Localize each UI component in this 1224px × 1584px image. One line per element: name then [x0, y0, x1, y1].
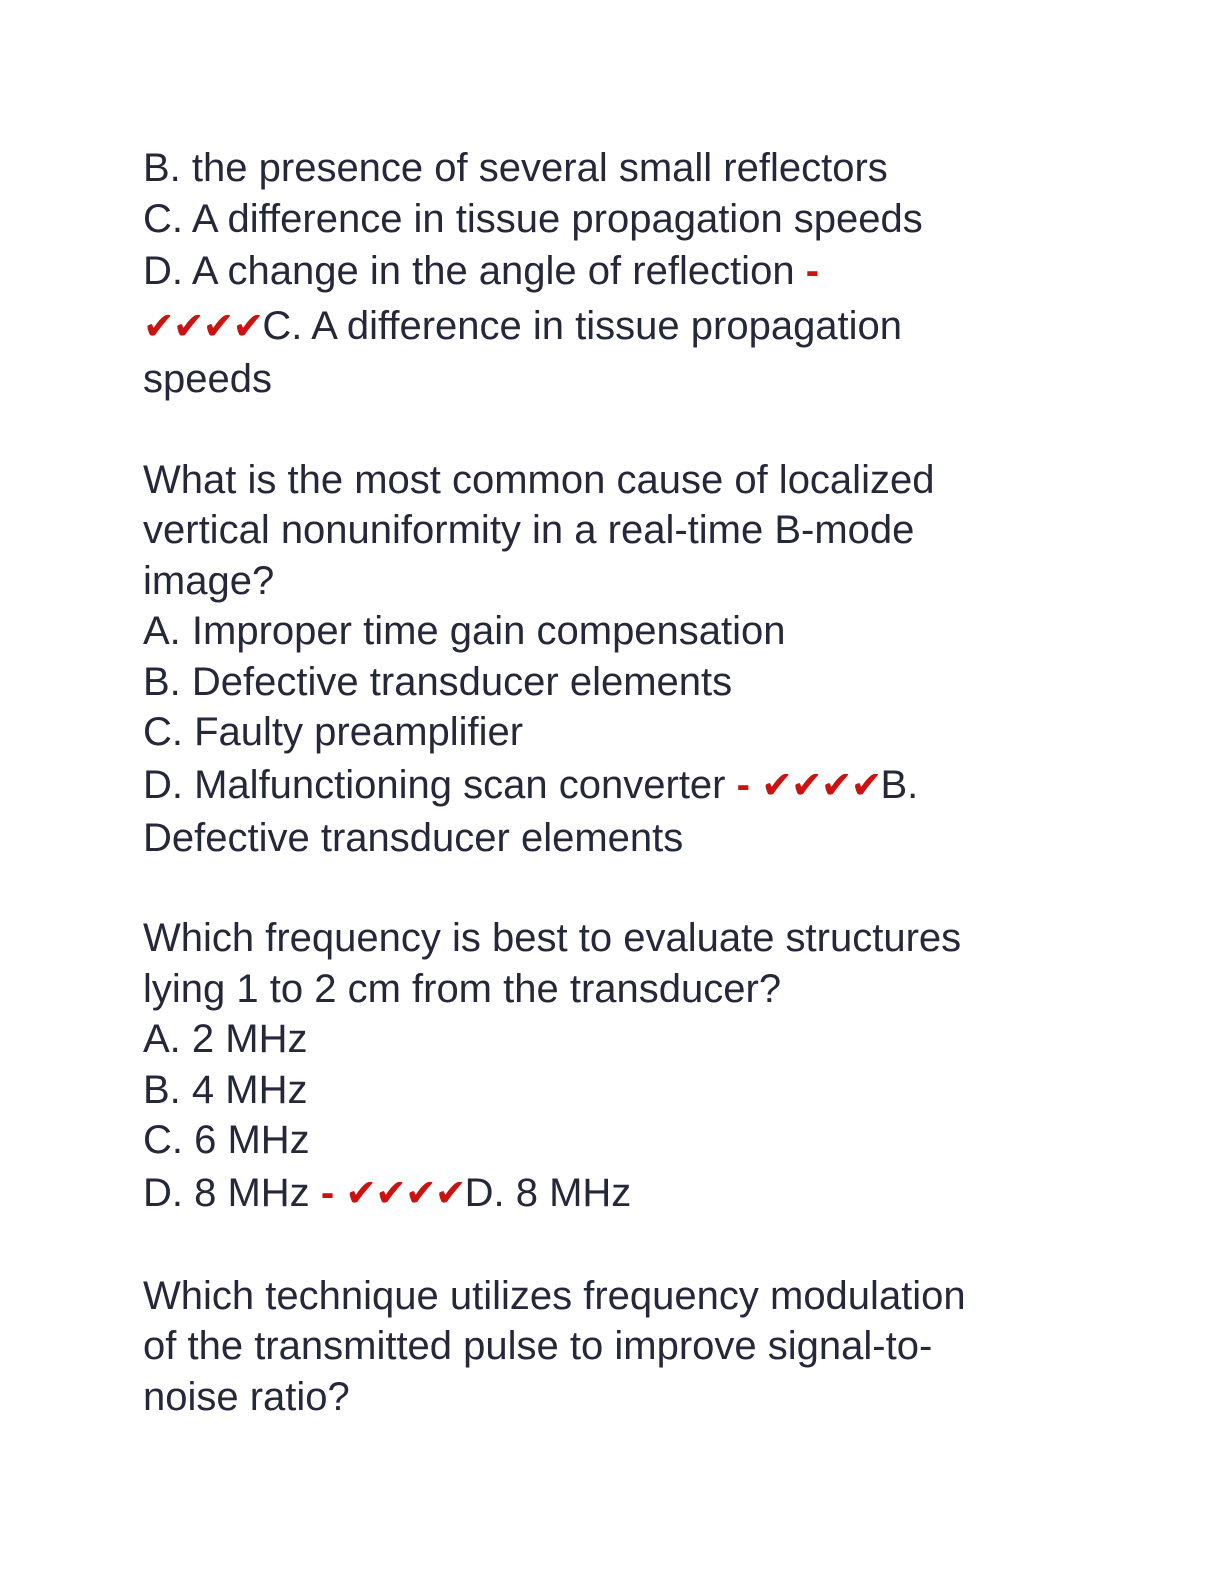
option-a: A. 2 MHz [143, 1017, 308, 1061]
option-d-text: D. A change in the angle of reflection [143, 249, 795, 293]
spacer [143, 1221, 1103, 1271]
checkmark-icon: ✔✔✔✔ [761, 762, 881, 807]
answer-text-continued: speeds [143, 357, 272, 401]
option-b: B. the presence of several small reflectors [143, 146, 888, 190]
answer-dash: - [320, 1170, 335, 1215]
question-text: Which technique utilizes frequency modulation [143, 1273, 966, 1318]
option-d [143, 244, 1103, 299]
question-text: of the transmitted pulse to improve signal-to- [143, 1324, 933, 1368]
answer-dash: - [736, 762, 750, 807]
question-block-2 [143, 455, 1103, 864]
question-text: lying 1 to 2 cm from the transducer? [143, 966, 782, 1011]
option-b: B. 4 MHz [143, 1067, 308, 1112]
option-c: C. Faulty preamplifier [143, 710, 524, 754]
option-d-text: D. Malfunctioning scan converter [143, 762, 726, 807]
option-d-text: D. 8 MHz [143, 1170, 310, 1215]
option-a: A. Improper time gain compensation [143, 609, 786, 653]
answer-line [143, 299, 1103, 354]
option-b: B. Defective transducer elements [143, 659, 733, 704]
answer-text: D. 8 MHz [464, 1170, 632, 1215]
answer-text-continued: Defective transducer elements [143, 815, 684, 860]
checkmark-icon: ✔✔✔✔ [143, 304, 263, 348]
question-text: What is the most common cause of localized [143, 457, 935, 502]
answer-text: B. [880, 762, 919, 807]
option-d [143, 1166, 1103, 1221]
question-text: Which frequency is best to evaluate structures [143, 916, 962, 960]
question-text: image? [143, 558, 275, 603]
checkmark-icon: ✔✔✔✔ [345, 1170, 465, 1215]
option-c: C. A difference in tissue propagation speeds [143, 196, 923, 241]
question-block-3 [143, 913, 1103, 1221]
spacer [143, 405, 1103, 455]
question-text: vertical nonuniformity in a real-time B-mode [143, 508, 915, 552]
option-d [143, 758, 1103, 813]
answer-dash: - [805, 249, 820, 293]
document-page [143, 143, 1103, 1422]
spacer [143, 863, 1103, 913]
answer-text: C. A difference in tissue propagation [262, 304, 903, 348]
question-block-1 [143, 143, 1103, 405]
question-text: noise ratio? [143, 1374, 350, 1419]
option-c: C. 6 MHz [143, 1118, 310, 1162]
question-block-4 [143, 1271, 1103, 1423]
